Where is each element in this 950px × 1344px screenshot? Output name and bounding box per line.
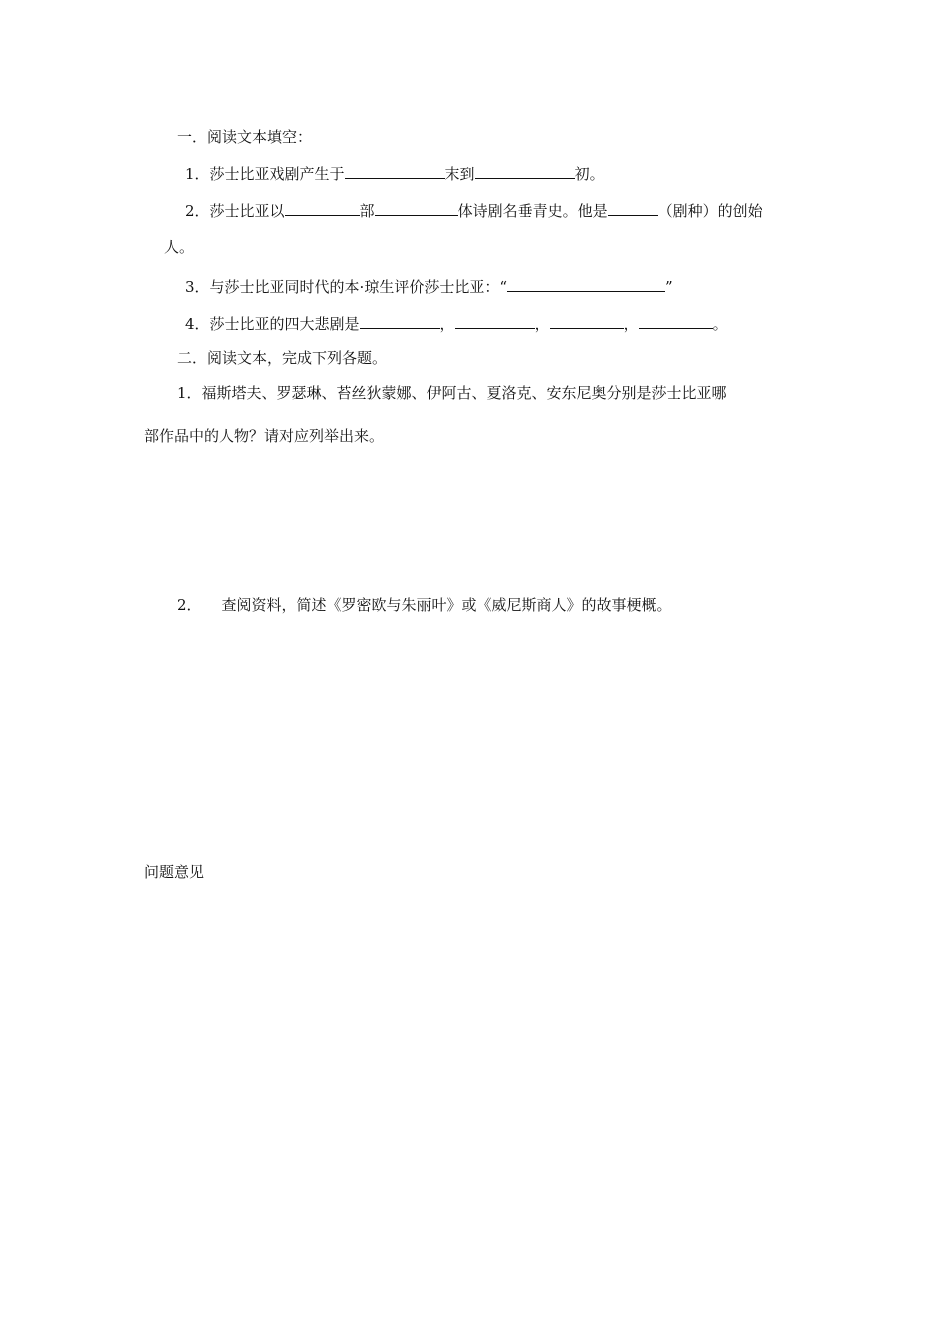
q4-blank-2[interactable] [455, 313, 535, 329]
question-2-2 [177, 595, 672, 615]
q2-blank-2[interactable] [375, 200, 458, 216]
question-1-4 [185, 313, 728, 334]
section1-heading: 一．阅读文本填空： [177, 128, 313, 146]
q4-blank-1[interactable] [360, 313, 440, 329]
q1-text-b: 末到 [444, 165, 475, 183]
q2-blank-3[interactable] [608, 200, 658, 216]
q1-blank-2[interactable] [475, 163, 575, 179]
question-1-2 [185, 200, 763, 221]
q4-text-a: 4．莎士比亚的四大悲剧是 [185, 315, 360, 333]
q2-text-d: （剧种）的创始 [657, 202, 763, 220]
q2-blank-1[interactable] [285, 200, 360, 216]
q1-text-c: 初。 [574, 165, 605, 183]
q2-text-a: 2．莎士比亚以 [185, 202, 285, 220]
question-2-1-line1: 1．福斯塔夫、罗瑟琳、苔丝狄蒙娜、伊阿古、夏洛克、安东尼奥分别是莎士比亚哪 [177, 384, 727, 402]
question-1-2-continued: 人。 [164, 238, 195, 256]
section2-heading: 二．阅读文本，完成下列各题。 [177, 349, 388, 367]
q3-text-b: ” [664, 278, 673, 296]
q2-text-c: 体诗剧名垂青史。他是 [457, 202, 608, 220]
question-1-1 [185, 163, 605, 184]
question-1-3 [185, 276, 673, 297]
q4-end: 。 [712, 315, 728, 333]
q4-blank-3[interactable] [550, 313, 624, 329]
q3-blank[interactable] [507, 276, 665, 292]
q4-sep-2: ， [534, 315, 550, 333]
q4-sep-3: ， [623, 315, 639, 333]
q3-text-a: 3．与莎士比亚同时代的本·琼生评价莎士比亚：“ [185, 278, 507, 296]
q4-sep-1: ， [439, 315, 455, 333]
q1-text-a: 1．莎士比亚戏剧产生于 [185, 165, 345, 183]
feedback-label: 问题意见 [144, 863, 205, 881]
q4-blank-4[interactable] [639, 313, 713, 329]
q1-blank-1[interactable] [345, 163, 445, 179]
q2-2-number: 2． [177, 596, 202, 614]
question-2-1-line2: 部作品中的人物？请对应列举出来。 [144, 427, 385, 445]
q2-text-b: 部 [359, 202, 375, 220]
q2-2-text: 查阅资料，简述《罗密欧与朱丽叶》或《威尼斯商人》的故事梗概。 [221, 596, 672, 614]
